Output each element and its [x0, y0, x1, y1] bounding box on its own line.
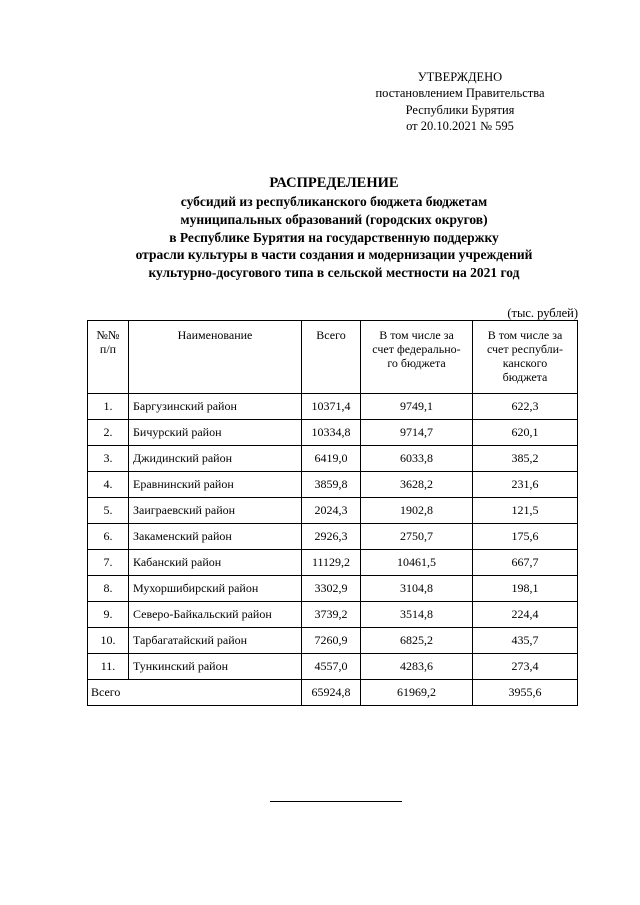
row-total: 2926,3 [302, 524, 361, 550]
row-name: Бичурский район [129, 420, 302, 446]
header-federal: В том числе за счет федерально- го бюджета [361, 321, 473, 394]
total-federal: 61969,2 [361, 680, 473, 706]
title-line: субсидий из республиканского бюджета бюджетам [180, 194, 488, 209]
row-total: 10334,8 [302, 420, 361, 446]
row-name: Мухоршибирский район [129, 576, 302, 602]
title-main: РАСПРЕДЕЛЕНИЕ [269, 175, 399, 191]
row-total: 7260,9 [302, 628, 361, 654]
title-line: в Республике Бурятия на государственную поддержку [169, 229, 499, 245]
row-number: 6. [88, 524, 129, 550]
row-number: 3. [88, 446, 129, 472]
row-federal: 3514,8 [361, 602, 473, 628]
row-total: 2024,3 [302, 498, 361, 524]
title-line: культурно-досугового типа в сельской местности на 2021 год [148, 265, 520, 281]
document-title [60, 174, 608, 282]
header-name: Наименование [129, 321, 302, 394]
row-name: Тункинский район [129, 654, 302, 680]
table-row [88, 446, 578, 472]
title-line: муниципальных образований (городских округов) [180, 211, 488, 227]
table-row [88, 628, 578, 654]
closing-rule [270, 801, 402, 802]
row-total: 3302,9 [302, 576, 361, 602]
title-line: отрасли культуры в части создания и модернизации учреждений [135, 247, 533, 263]
row-republic: 198,1 [473, 576, 578, 602]
row-total: 3859,8 [302, 472, 361, 498]
approval-block [360, 69, 560, 134]
row-number: 8. [88, 576, 129, 602]
row-republic: 273,4 [473, 654, 578, 680]
units-note: (тыс. рублей) [507, 306, 578, 320]
row-republic: 620,1 [473, 420, 578, 446]
row-republic: 175,6 [473, 524, 578, 550]
header-republic: В том числе за счет республи- канского бюджета [473, 321, 578, 394]
row-total: 3739,2 [302, 602, 361, 628]
approval-date-number: от 20.10.2021 № 595 [406, 118, 514, 133]
table-row [88, 420, 578, 446]
row-federal: 6825,2 [361, 628, 473, 654]
row-name: Северо-Байкальский район [129, 602, 302, 628]
row-number: 2. [88, 420, 129, 446]
total-label: Всего [88, 680, 302, 706]
row-number: 5. [88, 498, 129, 524]
row-total: 10371,4 [302, 394, 361, 420]
row-federal: 3104,8 [361, 576, 473, 602]
distribution-table [87, 320, 578, 706]
row-name: Джидинский район [129, 446, 302, 472]
table-row [88, 602, 578, 628]
row-name: Тарбагатайский район [129, 628, 302, 654]
row-federal: 4283,6 [361, 654, 473, 680]
table-total-row [88, 680, 578, 706]
approval-heading: УТВЕРЖДЕНО [417, 70, 503, 84]
row-federal: 2750,7 [361, 524, 473, 550]
row-republic: 231,6 [473, 472, 578, 498]
row-republic: 667,7 [473, 550, 578, 576]
row-number: 11. [88, 654, 129, 680]
total-republic: 3955,6 [473, 680, 578, 706]
row-total: 11129,2 [302, 550, 361, 576]
approval-resolution: постановлением Правительства [375, 86, 545, 101]
row-federal: 10461,5 [361, 550, 473, 576]
row-republic: 435,7 [473, 628, 578, 654]
row-number: 7. [88, 550, 129, 576]
row-republic: 385,2 [473, 446, 578, 472]
row-federal: 9714,7 [361, 420, 473, 446]
row-number: 4. [88, 472, 129, 498]
row-federal: 1902,8 [361, 498, 473, 524]
header-total: Всего [302, 321, 361, 394]
row-number: 1. [88, 394, 129, 420]
row-federal: 6033,8 [361, 446, 473, 472]
approval-authority: Республики Бурятия [405, 102, 515, 117]
row-number: 9. [88, 602, 129, 628]
row-name: Закаменский район [129, 524, 302, 550]
row-name: Еравнинский район [129, 472, 302, 498]
table-row [88, 524, 578, 550]
table-header-row [88, 321, 578, 394]
row-name: Заиграевский район [129, 498, 302, 524]
row-federal: 9749,1 [361, 394, 473, 420]
table-row [88, 654, 578, 680]
row-total: 4557,0 [302, 654, 361, 680]
table-row [88, 394, 578, 420]
table-row [88, 550, 578, 576]
header-number: №№ п/п [88, 321, 129, 394]
row-name: Баргузинский район [129, 394, 302, 420]
row-federal: 3628,2 [361, 472, 473, 498]
table-row [88, 576, 578, 602]
row-total: 6419,0 [302, 446, 361, 472]
row-name: Кабанский район [129, 550, 302, 576]
row-number: 10. [88, 628, 129, 654]
row-republic: 121,5 [473, 498, 578, 524]
total-sum: 65924,8 [302, 680, 361, 706]
table-row [88, 498, 578, 524]
row-republic: 622,3 [473, 394, 578, 420]
table-row [88, 472, 578, 498]
row-republic: 224,4 [473, 602, 578, 628]
